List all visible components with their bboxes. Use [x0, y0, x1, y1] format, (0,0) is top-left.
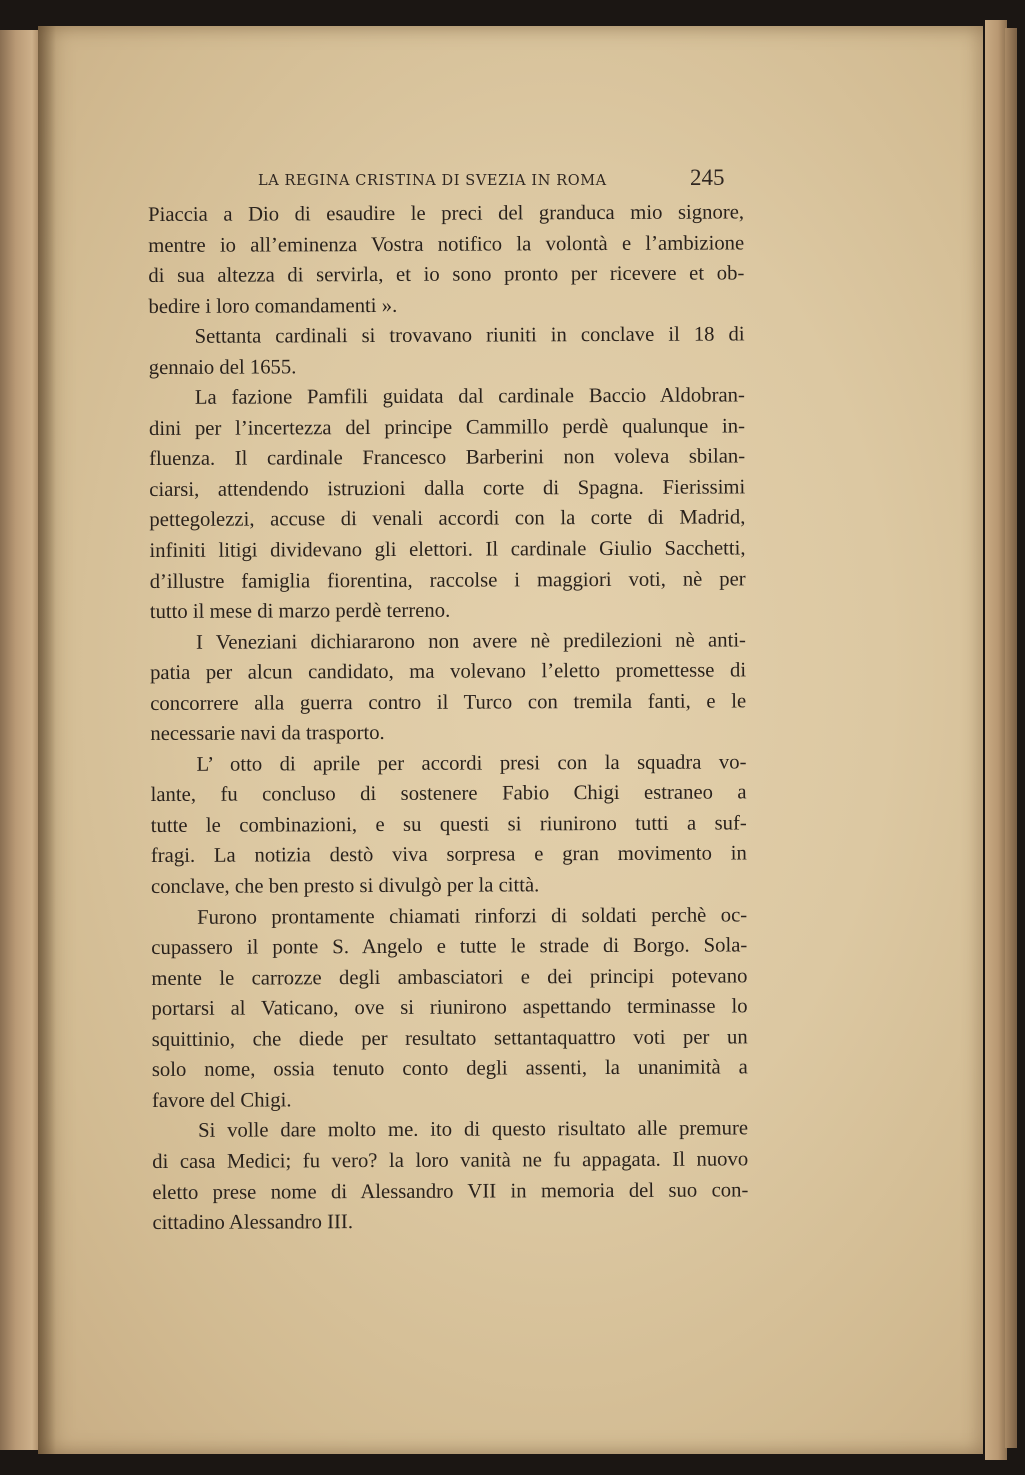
gutter-shadow: [38, 26, 56, 1454]
text-line: di sua altezza di servirla, et io sono pronto per ricevere et ob-: [148, 262, 745, 288]
text-line: squittinio, che diede per resultato settantaquattro voti per un: [151, 1026, 748, 1051]
text-line: solo nome, ossia tenuto conto degli assenti, la unanimità a: [151, 1056, 748, 1082]
text-line: eletto prese nome di Alessandro VII in memoria del suo con-: [152, 1178, 749, 1204]
text-line: Piaccia a Dio di esaudire le preci del granduca mio signore,: [148, 201, 745, 226]
text-line: tutto il mese di marzo perdè terreno.: [149, 599, 451, 624]
text-line: Si volle dare molto me. ito di questo risultato alle premure: [198, 1117, 749, 1143]
text-line: portarsi al Vaticano, ove si riunirono aspettando terminasse lo: [151, 995, 748, 1021]
text-line: concorrere alla guerra contro il Turco con tremila fanti, e le: [150, 690, 747, 715]
text-line: lante, fu concluso di sostenere Fabio Chigi estraneo a: [150, 781, 747, 807]
text-line: necessarie navi da trasporto.: [150, 722, 385, 746]
text-line: La fazione Pamfili guidata dal cardinale Baccio Aldobran-: [194, 384, 745, 410]
text-line: Settanta cardinali si trovavano riuniti in conclave il 18 di: [194, 323, 745, 348]
text-line: patia per alcun candidato, ma volevano l’eletto promettesse di: [150, 659, 747, 685]
text-line: mentre io all’eminenza Vostra notifico la volontà e l’ambizione: [148, 231, 745, 257]
text-line: fluenza. Il cardinale Francesco Barberini non voleva sbilan-: [149, 445, 746, 471]
text-line: dini per l’incertezza del principe Cammillo perdè qualunque in-: [148, 415, 746, 440]
text-line: ciarsi, attendendo istruzioni dalla corte di Spagna. Fierissimi: [149, 476, 746, 501]
text-line: Furono prontamente chiamati rinforzi di soldati perchè oc-: [197, 903, 748, 929]
text-line: fragi. La notizia destò viva sorpresa e gran movimento in: [150, 842, 747, 868]
text-line: d’illustre famiglia fiorentina, raccolse i maggiori voti, nè per: [149, 567, 746, 593]
previous-page-edge: [0, 30, 40, 1450]
text-line: L’ otto di aprile per accordi presi con la squadra vo-: [196, 751, 747, 776]
text-line: cittadino Alessandro III.: [152, 1211, 354, 1235]
text-line: bedire i loro comandamenti ».: [148, 294, 398, 318]
text-line: infiniti litigi dividevano gli elettori. Il cardinale Giulio Sacchetti,: [149, 537, 746, 563]
text-line: mente le carrozze degli ambasciatori e dei principi potevano: [151, 965, 748, 990]
text-line: conclave, che ben presto si divulgò per la città.: [150, 874, 540, 899]
text-line: pettegolezzi, accuse di venali accordi con la corte di Madrid,: [149, 506, 746, 532]
running-head: LA REGINA CRISTINA DI SVEZIA IN ROMA: [258, 173, 607, 189]
page-number: 245: [690, 165, 725, 190]
text-line: gennaio del 1655.: [148, 356, 297, 379]
text-line: favore del Chigi.: [151, 1089, 292, 1112]
text-line: cupassero il ponte S. Angelo e tutte le strade di Borgo. Sola-: [151, 934, 748, 960]
body-text: [148, 197, 749, 1238]
page-stack-edge-outer: [1005, 28, 1017, 1448]
text-line: tutte le combinazioni, e su questi si riunirono tutti a suf-: [150, 812, 747, 837]
text-line: di casa Medici; fu vero? la loro vanità ne fu appagata. Il nuovo: [152, 1148, 749, 1173]
page-stack-edge: [985, 20, 1007, 1460]
text-line: I Veneziani dichiararono non avere nè predilezioni nè anti-: [195, 629, 746, 654]
